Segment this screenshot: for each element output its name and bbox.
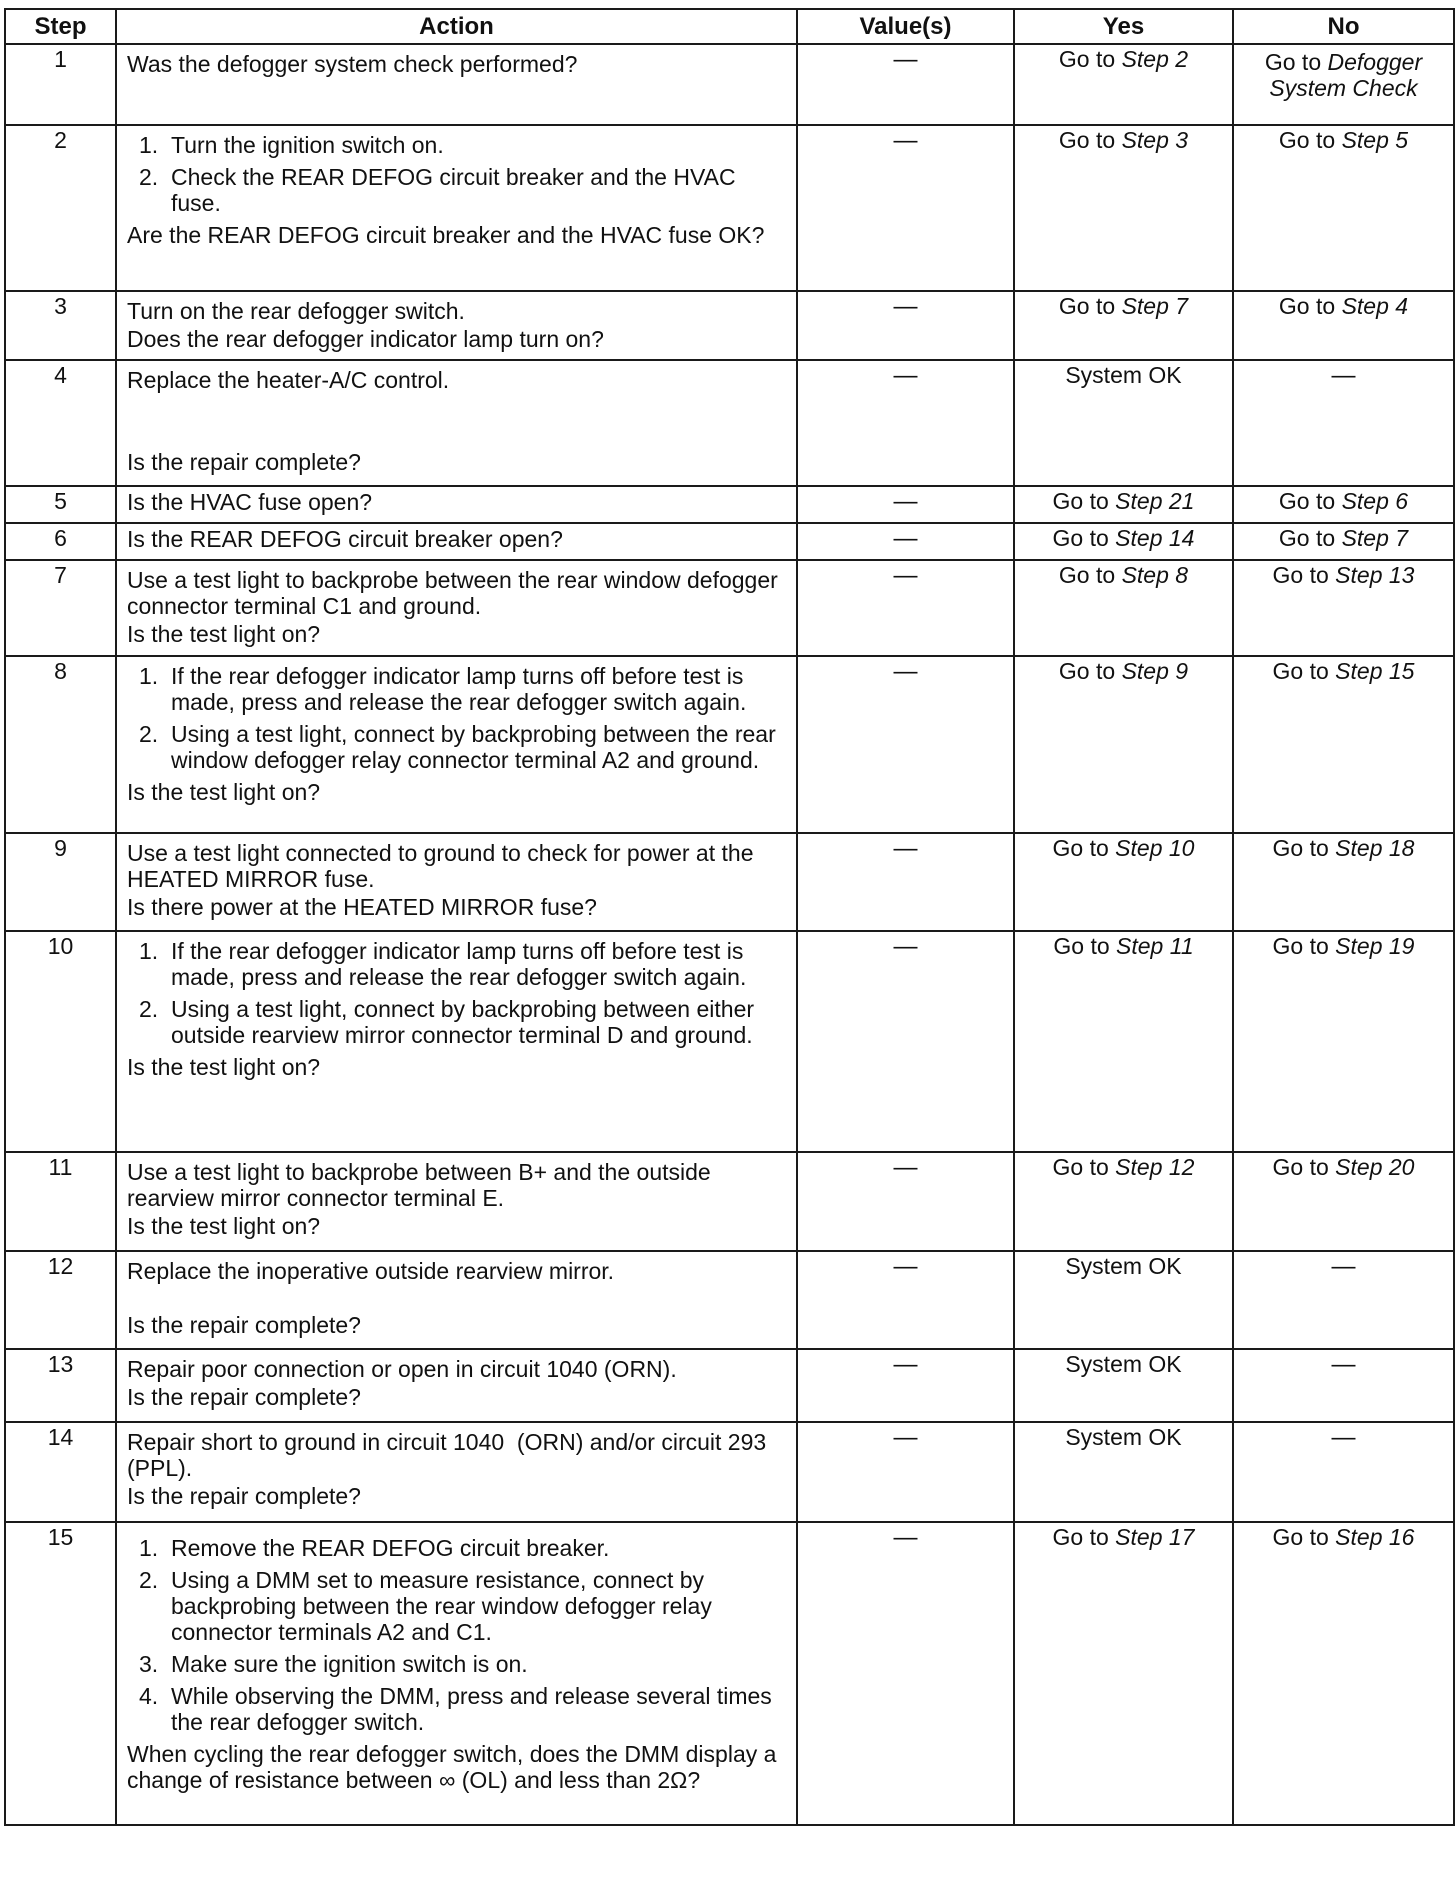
step-number: 6 (5, 523, 116, 560)
action-question: Is the test light on? (127, 621, 321, 647)
yes-cell: System OK (1014, 360, 1233, 486)
action-text: Repair short to ground in circuit 1040 (ORN) and/or circuit 293 (PPL). (127, 1429, 773, 1481)
action-list-item: 2. Using a DMM set to measure resistance, connect by backprobing between the rear window defogger relay connector terminals A2 and C1. (139, 1567, 712, 1645)
no-step-ref: Step 15 (1335, 658, 1415, 684)
action-cell (116, 523, 797, 560)
step-number: 4 (5, 360, 116, 486)
goto-text: Go to (1058, 46, 1116, 72)
action-question: Is the test light on? (127, 1054, 321, 1080)
no-step-ref: Step 7 (1341, 525, 1409, 551)
value-cell (797, 291, 1014, 360)
value-dash: — (893, 1253, 918, 1280)
value-dash: — (893, 1524, 918, 1551)
value-cell (797, 486, 1014, 523)
action-cell (116, 1422, 797, 1522)
yes-step-ref: Step 3 (1121, 127, 1189, 153)
value-cell (797, 44, 1014, 125)
header-action: Action (116, 9, 797, 44)
no-cell: Go to Step 16 (1233, 1522, 1454, 1825)
value-cell (797, 1251, 1014, 1349)
value-cell (797, 1522, 1014, 1825)
yes-cell: Go to Step 10 (1014, 833, 1233, 931)
no-step-ref: Step 4 (1341, 293, 1409, 319)
yes-cell: Go to Step 17 (1014, 1522, 1233, 1825)
header-values: Value(s) (797, 9, 1014, 44)
step-number: 9 (5, 833, 116, 931)
no-cell (1233, 1349, 1454, 1422)
table-row (5, 360, 1454, 486)
action-text: Replace the inoperative outside rearview mirror. (127, 1258, 615, 1284)
value-dash: — (893, 488, 918, 515)
table-row (5, 560, 1454, 656)
table-row (5, 486, 1454, 523)
value-cell (797, 931, 1014, 1152)
no-cell: Go to Step 18 (1233, 833, 1454, 931)
value-dash: — (893, 933, 918, 960)
table-row (5, 1349, 1454, 1422)
action-list-item: 1. Turn the ignition switch on. (139, 132, 444, 158)
action-cell (116, 1349, 797, 1422)
yes-cell: System OK (1014, 1422, 1233, 1522)
action-question: Is the repair complete? (127, 1483, 361, 1509)
no-cell: Go to Step 7 (1233, 523, 1454, 560)
table-row (5, 125, 1454, 291)
table-row (5, 656, 1454, 833)
table-row (5, 1251, 1454, 1349)
step-number: 5 (5, 486, 116, 523)
action-list-item: 1. If the rear defogger indicator lamp turns off before test is made, press and release the rear defogger switch again. (139, 938, 747, 990)
step-number: 3 (5, 291, 116, 360)
action-question: Does the rear defogger indicator lamp turn on? (127, 326, 604, 352)
yes-cell: Go to Step 7 (1014, 291, 1233, 360)
value-cell (797, 560, 1014, 656)
header-no: No (1233, 9, 1454, 44)
no-cell (1233, 360, 1454, 486)
no-dash: — (1331, 1351, 1356, 1378)
action-question: Is the REAR DEFOG circuit breaker open? (127, 526, 563, 552)
value-dash: — (893, 525, 918, 552)
no-cell: Go to Step 5 (1233, 125, 1454, 291)
no-cell (1233, 1422, 1454, 1522)
no-dash: — (1331, 1424, 1356, 1451)
value-cell (797, 360, 1014, 486)
action-question: Is the HVAC fuse open? (127, 489, 373, 515)
table-row (5, 1422, 1454, 1522)
value-dash: — (893, 562, 918, 589)
no-step-ref: Step 20 (1335, 1154, 1415, 1180)
no-cell (1233, 44, 1454, 125)
action-cell (116, 360, 797, 486)
value-cell (797, 1152, 1014, 1251)
value-dash: — (893, 1351, 918, 1378)
action-question: Was the defogger system check performed? (127, 51, 578, 77)
action-text: Turn on the rear defogger switch. (127, 298, 465, 324)
no-step-ref: Step 13 (1335, 562, 1415, 588)
step-number: 10 (5, 931, 116, 1152)
step-number: 11 (5, 1152, 116, 1251)
action-question: Is the test light on? (127, 1213, 321, 1239)
yes-cell: Go to Step 3 (1014, 125, 1233, 291)
value-cell (797, 833, 1014, 931)
no-cell: Go to Step 13 (1233, 560, 1454, 656)
action-text: Replace the heater-A/C control. (127, 367, 450, 393)
yes-cell: System OK (1014, 1349, 1233, 1422)
value-dash: — (893, 1424, 918, 1451)
no-step-ref: Step 5 (1341, 127, 1409, 153)
value-cell (797, 125, 1014, 291)
action-cell (116, 125, 797, 291)
step-number: 14 (5, 1422, 116, 1522)
yes-cell: Go to Step 11 (1014, 931, 1233, 1152)
action-cell (116, 833, 797, 931)
yes-cell: System OK (1014, 1251, 1233, 1349)
step-number: 2 (5, 125, 116, 291)
step-number: 1 (5, 44, 116, 125)
action-question: Is there power at the HEATED MIRROR fuse? (127, 894, 597, 920)
value-cell (797, 1349, 1014, 1422)
table-row (5, 1152, 1454, 1251)
action-cell (116, 44, 797, 125)
action-cell (116, 560, 797, 656)
header-step: Step (5, 9, 116, 44)
action-cell (116, 931, 797, 1152)
action-list-item: 2. Using a test light, connect by backprobing between the rear window defogger relay connector terminal A2 and ground. (139, 721, 776, 773)
no-cell: Go to Step 4 (1233, 291, 1454, 360)
yes-step-ref: Step 14 (1115, 525, 1195, 551)
table-row (5, 44, 1454, 125)
no-ref-line2: System Check (1269, 75, 1418, 101)
value-dash: — (893, 293, 918, 320)
yes-cell: Go to Step 21 (1014, 486, 1233, 523)
action-question: Is the repair complete? (127, 449, 361, 475)
no-cell: Go to Step 19 (1233, 931, 1454, 1152)
table-row (5, 523, 1454, 560)
action-list-item: 2. Using a test light, connect by backprobing between either outside rearview mirror connector terminal D and ground. (139, 996, 755, 1048)
action-cell (116, 1522, 797, 1825)
diagnostic-table (4, 8, 1455, 1826)
value-dash: — (893, 46, 918, 73)
yes-cell: Go to Step 8 (1014, 560, 1233, 656)
action-cell (116, 291, 797, 360)
header-yes: Yes (1014, 9, 1233, 44)
action-question: Is the repair complete? (127, 1312, 361, 1338)
yes-step-ref: Step 17 (1115, 1524, 1195, 1550)
step-number: 8 (5, 656, 116, 833)
value-cell (797, 656, 1014, 833)
step-number: 15 (5, 1522, 116, 1825)
no-cell: Go to Step 6 (1233, 486, 1454, 523)
action-list-item: 4. While observing the DMM, press and release several times the rear defogger switch. (139, 1683, 772, 1735)
no-step-ref: Step 6 (1341, 488, 1409, 514)
yes-cell: Go to Step 12 (1014, 1152, 1233, 1251)
action-cell (116, 486, 797, 523)
action-question: Is the test light on? (127, 779, 321, 805)
value-dash: — (893, 127, 918, 154)
no-cell: Go to Step 20 (1233, 1152, 1454, 1251)
no-cell (1233, 1251, 1454, 1349)
yes-cell: Go to Step 9 (1014, 656, 1233, 833)
table-row (5, 291, 1454, 360)
table-row (5, 833, 1454, 931)
value-dash: — (893, 658, 918, 685)
action-text: Use a test light to backprobe between the rear window defogger connector terminal C1 and ground. (127, 567, 778, 619)
no-step-ref: Step 16 (1335, 1524, 1415, 1550)
no-dash: — (1331, 1253, 1356, 1280)
action-cell (116, 1152, 797, 1251)
action-question: Are the REAR DEFOG circuit breaker and the HVAC fuse OK? (127, 222, 765, 248)
table-row (5, 931, 1454, 1152)
yes-step-ref: Step 21 (1115, 488, 1195, 514)
yes-step-ref: Step 10 (1115, 835, 1195, 861)
step-number: 13 (5, 1349, 116, 1422)
action-text: Use a test light connected to ground to check for power at the HEATED MIRROR fuse. (127, 840, 754, 892)
yes-cell (1014, 44, 1233, 125)
action-list-item: 1. If the rear defogger indicator lamp turns off before test is made, press and release the rear defogger switch again. (139, 663, 747, 715)
table-row (5, 1522, 1454, 1825)
yes-step-ref: Step 12 (1115, 1154, 1195, 1180)
value-dash: — (893, 835, 918, 862)
action-list-item: 2. Check the REAR DEFOG circuit breaker and the HVAC fuse. (139, 164, 736, 216)
header-row (5, 9, 1454, 44)
goto-text: Go to (1264, 49, 1322, 75)
value-cell (797, 1422, 1014, 1522)
action-cell (116, 656, 797, 833)
yes-step-ref: Step 9 (1121, 658, 1189, 684)
no-cell: Go to Step 15 (1233, 656, 1454, 833)
value-dash: — (893, 1154, 918, 1181)
yes-step-ref: Step 11 (1116, 933, 1194, 959)
no-step-ref: Step 18 (1335, 835, 1415, 861)
action-list-item: 3. Make sure the ignition switch is on. (139, 1651, 528, 1677)
step-number: 12 (5, 1251, 116, 1349)
step-number: 7 (5, 560, 116, 656)
no-dash: — (1331, 362, 1356, 389)
action-list-item: 1. Remove the REAR DEFOG circuit breaker. (139, 1535, 610, 1561)
value-cell (797, 523, 1014, 560)
value-dash: — (893, 362, 918, 389)
action-question: Is the repair complete? (127, 1384, 361, 1410)
yes-step-ref: Step 2 (1121, 46, 1189, 72)
no-step-ref: Step 19 (1335, 933, 1415, 959)
action-cell (116, 1251, 797, 1349)
no-ref-line1: Defogger (1327, 49, 1423, 75)
yes-step-ref: Step 8 (1121, 562, 1189, 588)
action-text: Use a test light to backprobe between B+ and the outside rearview mirror connector terminal E. (127, 1159, 711, 1211)
action-text: Repair poor connection or open in circuit 1040 (ORN). (127, 1356, 677, 1382)
yes-step-ref: Step 7 (1121, 293, 1189, 319)
yes-cell: Go to Step 14 (1014, 523, 1233, 560)
action-question: When cycling the rear defogger switch, does the DMM display a change of resistance between ∞ (OL) and less than 2Ω? (127, 1741, 777, 1793)
